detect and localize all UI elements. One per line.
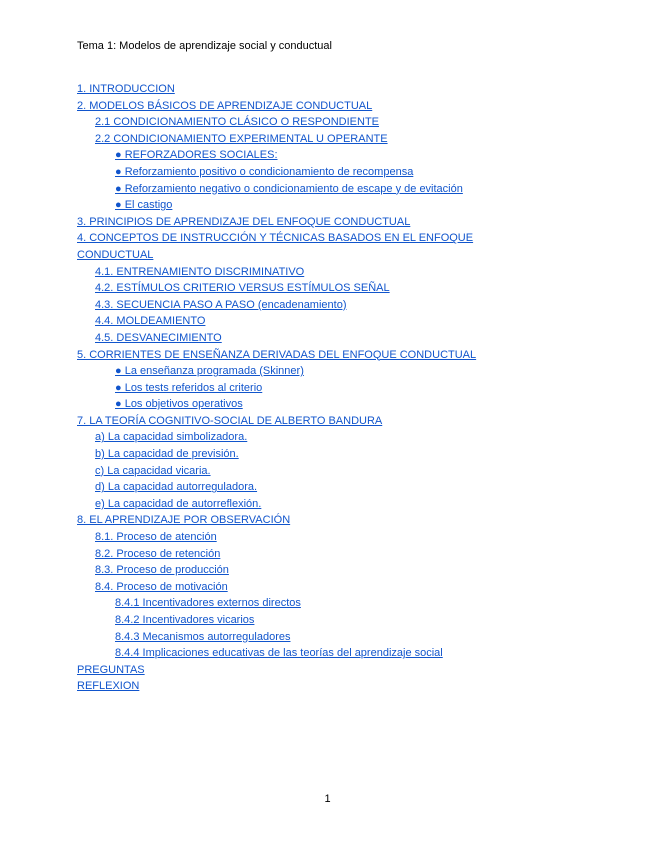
toc-link[interactable]: 8.4.4 Implicaciones educativas de las teorías del aprendizaje social [115, 647, 443, 660]
toc-link[interactable]: ● Reforzamiento positivo o condicionamiento de recompensa [115, 165, 414, 178]
toc-link[interactable]: 8.1. Proceso de atención [95, 531, 217, 544]
toc-link[interactable]: 4.1. ENTRENAMIENTO DISCRIMINATIVO [95, 265, 305, 278]
toc-link[interactable]: 1. INTRODUCCION [77, 83, 175, 95]
toc-link[interactable]: 4.4. MOLDEAMIENTO [95, 315, 206, 328]
toc-link[interactable]: ● Reforzamiento negativo o condicionamiento de escape y de evitación [115, 182, 463, 195]
toc-link[interactable]: 7. LA TEORÍA COGNITIVO-SOCIAL DE ALBERTO BANDURA [77, 414, 383, 427]
toc-link[interactable]: 5. CORRIENTES DE ENSEÑANZA DERIVADAS DEL ENFOQUE CONDUCTUAL [77, 348, 477, 361]
toc-link[interactable]: ● Los objetivos operativos [115, 398, 243, 411]
toc-link[interactable]: 2.2 CONDICIONAMIENTO EXPERIMENTAL U OPERANTE [95, 132, 388, 145]
toc-link[interactable]: 4. CONCEPTOS DE INSTRUCCIÓN Y TÉCNICAS BASADOS EN EL ENFOQUE CONDUCTUAL [77, 232, 474, 261]
toc-link[interactable]: ● REFORZADORES SOCIALES: [115, 149, 278, 162]
toc-link[interactable]: 8.4.3 Mecanismos autorreguladores [115, 630, 291, 643]
toc-link[interactable]: 4.2. ESTÍMULOS CRITERIO VERSUS ESTÍMULOS SEÑAL [95, 282, 390, 295]
toc-link[interactable]: 8.4. Proceso de motivación [95, 580, 228, 593]
toc-link[interactable]: 8.4.1 Incentivadores externos directos [115, 597, 301, 610]
toc-link[interactable]: PREGUNTAS [77, 663, 145, 676]
toc-link[interactable]: 8.4.2 Incentivadores vicarios [115, 614, 255, 626]
toc-link[interactable]: 3. PRINCIPIOS DE APRENDIZAJE DEL ENFOQUE CONDUCTUAL [77, 215, 411, 228]
toc-link[interactable]: ● El castigo [115, 199, 173, 212]
toc-link[interactable]: c) La capacidad vicaria. [95, 464, 211, 477]
page-header: Tema 1: Modelos de aprendizaje social y conductual [77, 40, 332, 52]
toc-link[interactable]: 8. EL APRENDIZAJE POR OBSERVACIÓN [77, 514, 291, 527]
toc-link[interactable]: 4.3. SECUENCIA PASO A PASO (encadenamiento) [95, 298, 347, 311]
toc-link[interactable]: 8.3. Proceso de producción [95, 564, 229, 577]
toc-link[interactable]: d) La capacidad autorreguladora. [95, 481, 258, 494]
toc-link[interactable]: REFLEXION [77, 680, 140, 693]
toc-link[interactable]: a) La capacidad simbolizadora. [95, 431, 248, 444]
toc-link[interactable]: 4.5. DESVANECIMIENTO [95, 331, 222, 344]
toc-link[interactable]: ● Los tests referidos al criterio [115, 381, 263, 394]
toc-link[interactable]: 8.2. Proceso de retención [95, 547, 221, 560]
table-of-contents [77, 81, 517, 695]
toc-link[interactable]: ● La enseñanza programada (Skinner) [115, 365, 304, 378]
page-number: 1 [324, 793, 331, 805]
toc-link[interactable]: e) La capacidad de autorreflexión. [95, 497, 262, 510]
toc-link[interactable]: 2.1 CONDICIONAMIENTO CLÁSICO O RESPONDIENTE [95, 116, 380, 129]
toc-link[interactable]: b) La capacidad de previsión. [95, 448, 239, 461]
toc-link[interactable]: 2. MODELOS BÁSICOS DE APRENDIZAJE CONDUCTUAL [77, 99, 373, 112]
